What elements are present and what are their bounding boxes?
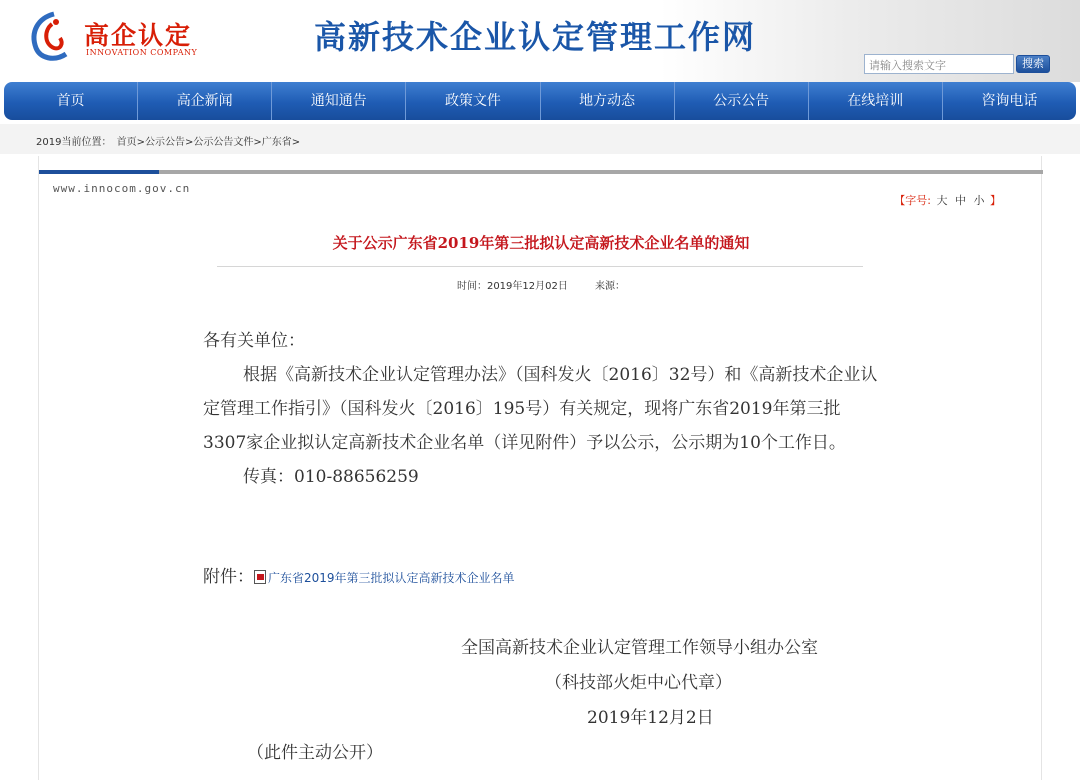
breadcrumb [0,124,1080,154]
nav-item-notices[interactable]: 通知通告 [272,82,406,120]
font-size-large[interactable]: 大 [936,194,948,207]
logo-swoosh-icon [26,10,80,64]
salutation: 各有关单位： [203,331,305,351]
logo-text-cn: 高企认定 [84,21,193,50]
font-size-small[interactable]: 小 [973,194,985,207]
search-input[interactable]: 请输入搜索文字 [864,54,1014,74]
font-size-medium[interactable]: 中 [955,194,966,207]
nav-item-announcements[interactable]: 公示公告 [675,82,809,120]
public-note: （此件主动公开） [247,743,383,763]
font-size-control [894,192,1001,208]
signature-sub: （科技部火炬中心代章） [545,673,732,693]
nav-item-news[interactable]: 高企新闻 [138,82,272,120]
nav-item-home[interactable]: 首页 [4,82,138,120]
pdf-file-icon [254,570,266,584]
signature-date: 2019年12月2日 [587,708,714,728]
main-nav [4,82,1076,120]
nav-item-policies[interactable]: 政策文件 [406,82,540,120]
logo-text-en: INNOVATION COMPANY [86,48,198,57]
site-header [0,0,1080,82]
breadcrumb-prefix: 2019当前位置： [36,137,112,148]
article-time: 时间：2019年12月02日 [456,281,568,292]
divider-accent [39,170,159,174]
attachment-link[interactable]: 广东省2019年第三批拟认定高新技术企业名单 [268,571,515,585]
nav-item-hotline[interactable]: 咨询电话 [981,93,1038,109]
article-panel [38,156,1042,780]
search-button[interactable]: 搜索 [1016,55,1050,73]
site-url: www.innocom.gov.cn [53,182,191,195]
body-paragraph: 根据《高新技术企业认定管理办法》（国科发火〔2016〕32号）和《高新技术企业认定管理工作指引》（国科发火〔2016〕195号）有关规定，现将广东省2019年第三批3307家企业拟认定高新技术企业名单（详见附件）予以公示，公示期为10个工作日。 [203,365,878,453]
attachment-label: 附件： [203,567,254,587]
site-title: 高新技术企业认定管理工作网 [314,18,757,56]
fax-line: 传真：010-88656259 [243,467,419,487]
font-size-close: 】 [990,194,1001,207]
site-logo[interactable] [26,10,206,64]
article-title: 关于公示广东省2019年第三批拟认定高新技术企业名单的通知 [332,234,750,252]
font-size-label: 【字号: [894,194,931,207]
article-body [203,324,883,494]
title-divider [217,266,863,267]
signature-org: 全国高新技术企业认定管理工作领导小组办公室 [461,638,818,658]
nav-item-training[interactable]: 在线培训 [809,82,943,120]
breadcrumb-path[interactable]: 首页>公示公告>公示公告文件>广东省> [116,137,301,148]
divider [39,170,1043,174]
article-meta [39,277,1043,292]
attachment-row [203,562,515,587]
article-source: 来源： [595,281,626,292]
nav-item-local-news[interactable]: 地方动态 [541,82,675,120]
